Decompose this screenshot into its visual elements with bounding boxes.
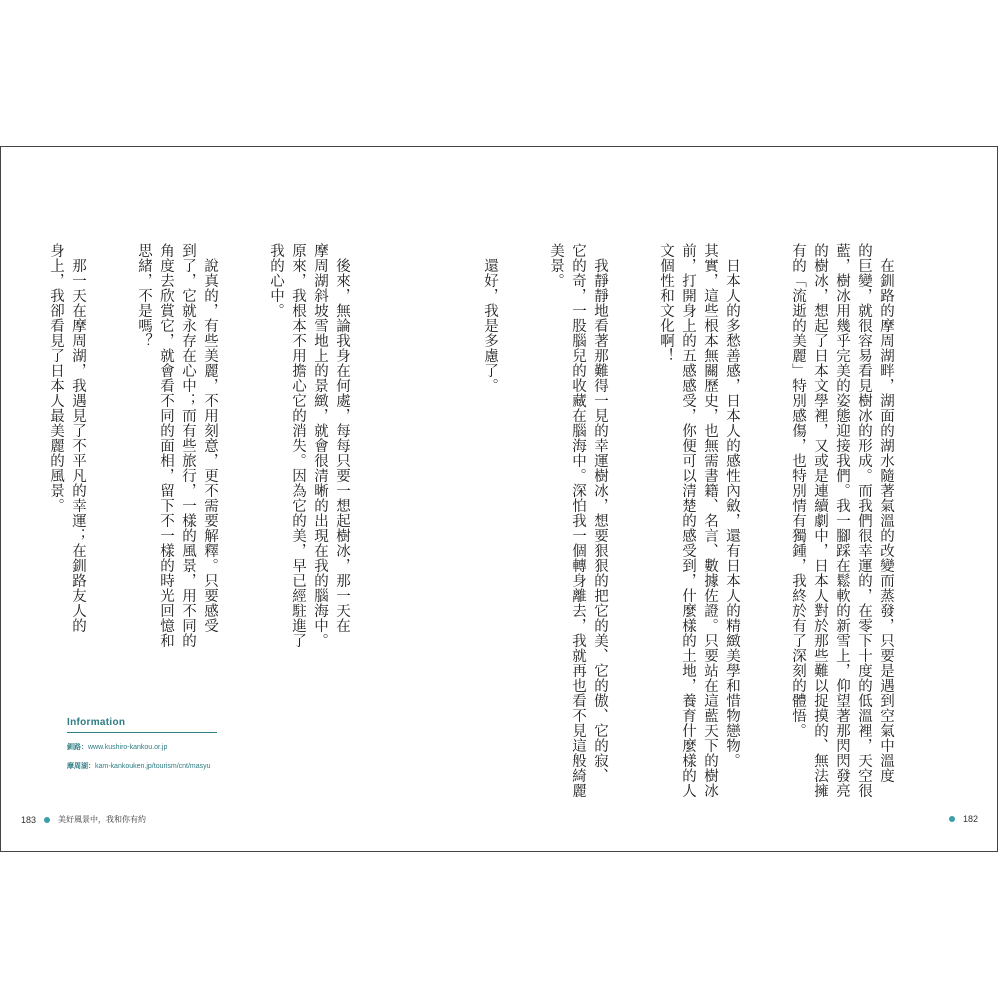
info-label: 摩周湖：	[67, 762, 95, 770]
info-line-mashu	[67, 761, 217, 771]
bullet-dot-icon	[44, 817, 50, 823]
paragraph	[0, 243, 1, 743]
right-page-footer	[949, 814, 978, 824]
paragraph: 那一天在摩周湖，我遇見了不平凡的幸運；在釧路友人的 身上，我卻看見了日本人最美麗的風景。	[48, 243, 86, 633]
info-url[interactable]: www.kushiro-kankou.or.jp	[88, 744, 168, 751]
info-url[interactable]: kam-kankouken.jp/tourism/cnt/masyu	[95, 763, 211, 770]
bullet-dot-icon	[949, 816, 955, 822]
book-spread	[0, 146, 998, 852]
paragraph: 說真的，有些美麗，不用刻意，更不需要解釋。只要感受 到了，它就永存在心中；而有些旅行，一樣的風景，用不同的 角度去欣賞它，就會看不同的面相，留下不一樣的時光回憶和 思緒，不是嗎？	[136, 243, 218, 648]
paragraph: 後來，無論我身在何處，每每只要一想起樹冰，那一天在 摩周湖斜坡雪地上的景緻，就會很清晰的出現在我的腦海中。 原來，我根本不用擔心它的消失。因為它的美，早已經駐進了 我的心中。	[268, 243, 350, 648]
paragraph: 日本人的多愁善感，日本人的感性內斂，還有日本人的精緻美學和惜物戀物。 其實，這些根本無關歷史，也無需書籍、名言、數據佐證。只要站在這藍天下的樹冰 前，打開身上的五感感受，你便可以清楚的感受到，什麼樣的土地，養育什麼樣的人 文個性和文化啊！	[658, 243, 740, 798]
page-number: 182	[963, 814, 979, 824]
right-page-body	[435, 243, 941, 798]
page-number: 183	[21, 814, 37, 825]
information-title: Information	[67, 717, 217, 733]
paragraph: 還好，我是多慮了。	[482, 243, 498, 393]
left-page-body	[0, 243, 397, 743]
running-title: 美好風景中，我和你有約	[58, 815, 147, 824]
info-label: 釧路：	[67, 743, 88, 751]
paragraph: 我靜靜地看著那難得一見的幸運樹冰，想要狠狠的把它的美、它的傲、它的寂、 它的奇，一股腦兒的收藏在腦海中。深怕我一個轉身離去，我就再也看不見這般綺麗 美景。	[548, 243, 608, 798]
left-page-footer	[21, 814, 146, 825]
paragraph: 在釧路的摩周湖畔，湖面的湖水隨著氣溫的改變而蒸發，只要是遇到空氣中溫度 的巨變，就很容易看見樹冰的形成。而我們很幸運的，在零下十度的低溫裡，天空很 藍，樹冰用幾乎完美的姿態迎接我們。我一腳踩在鬆軟的新雪上，仰望著那閃閃發亮 的樹冰，想起了日本文學裡，又或是連續劇中，日本人對於那些難以捉摸的、無法擁 有的「流逝的美麗」特別感傷，也特別情有獨鍾，我終於有了深刻的體悟。	[790, 243, 894, 798]
info-line-kushiro	[67, 742, 217, 752]
information-box	[67, 717, 217, 771]
